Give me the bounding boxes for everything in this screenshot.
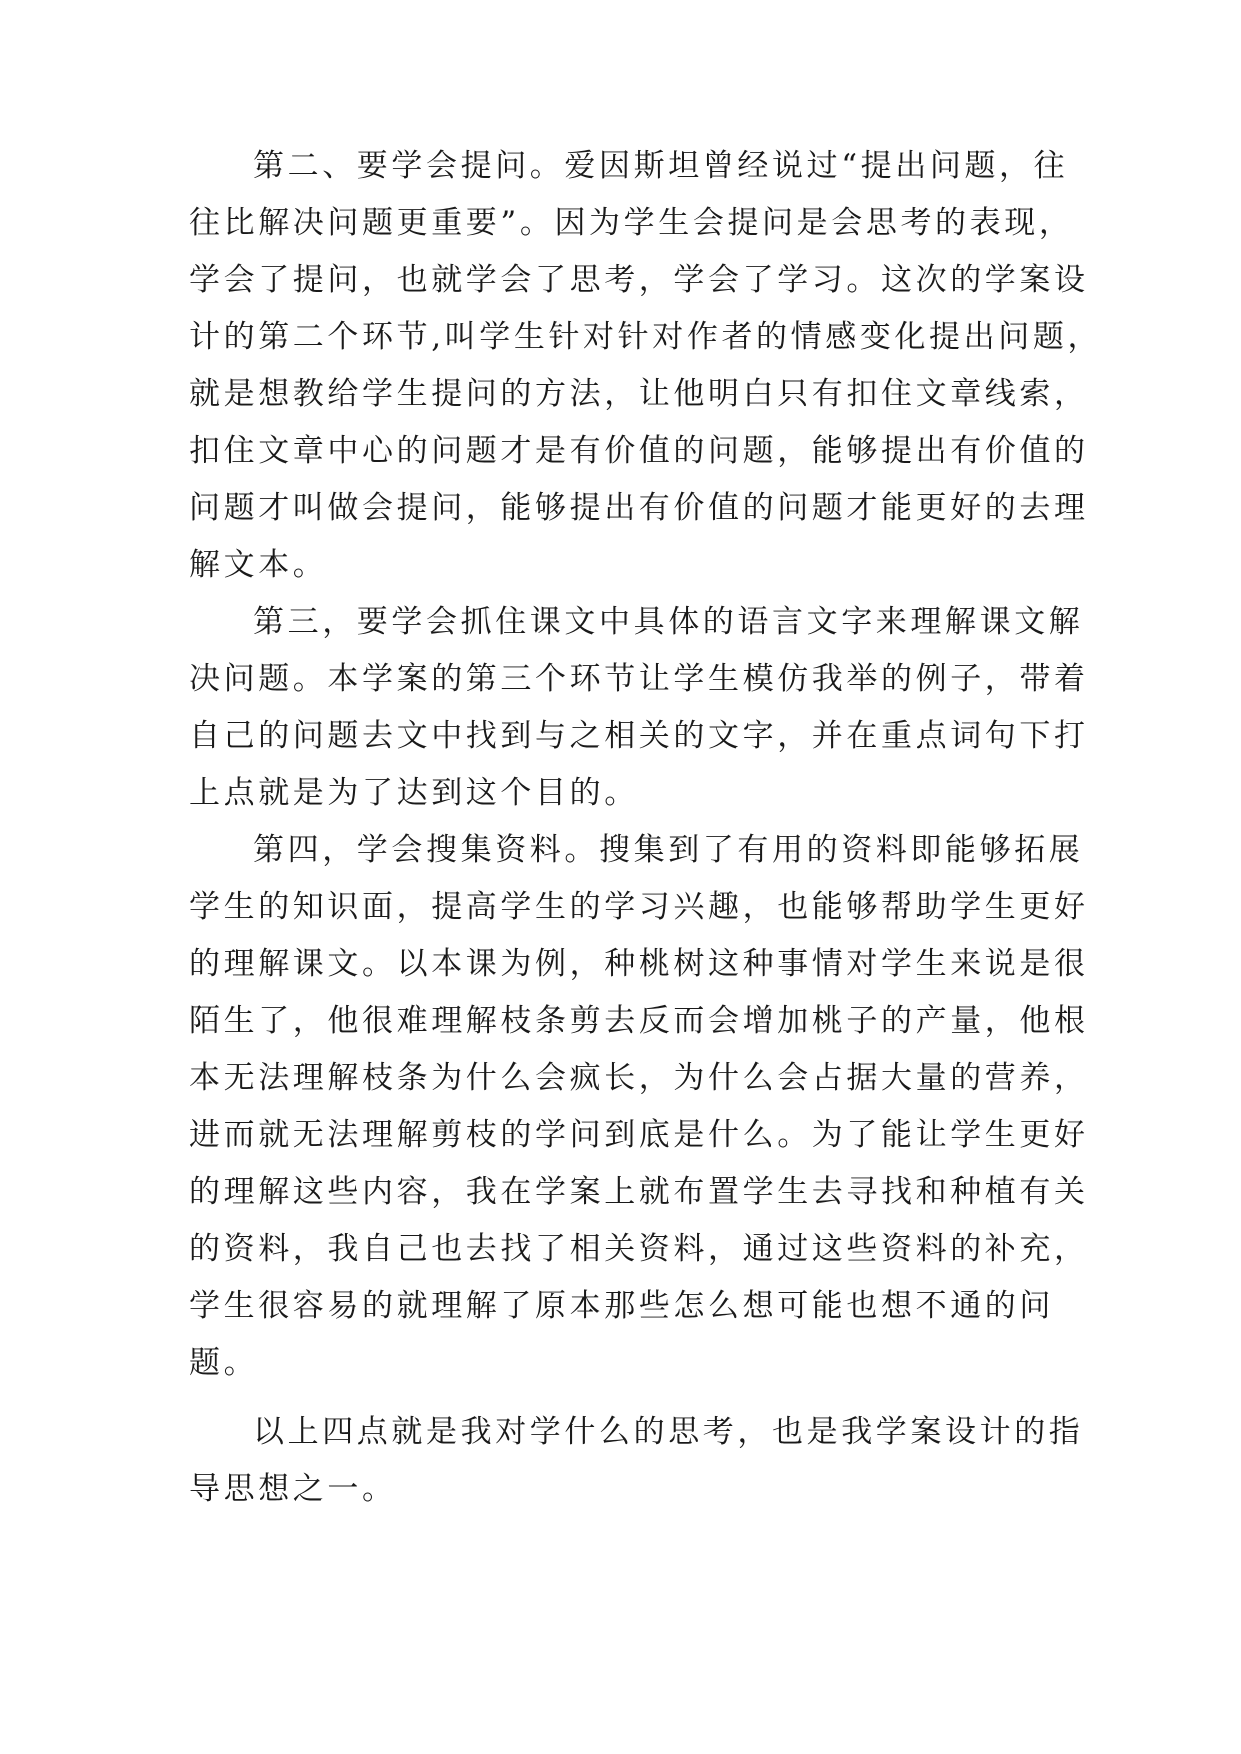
paragraph-line: 就是想教给学生提问的方法，让他明白只有扣住文章线索， (189, 376, 1089, 412)
paragraph-line: 的资料，我自己也去找了相关资料，通过这些资料的补充， (189, 1231, 1089, 1267)
paragraph-line: 自己的问题去文中找到与之相关的文字，并在重点词句下打 (189, 718, 1089, 754)
paragraph-line: 学生很容易的就理解了原本那些怎么想可能也想不通的问 (189, 1288, 1054, 1324)
paragraph-line: 决问题。本学案的第三个环节让学生模仿我举的例子，带着 (189, 661, 1089, 697)
paragraph-line: 的理解课文。以本课为例，种桃树这种事情对学生来说是很 (189, 946, 1089, 982)
paragraph-line: 学会了提问，也就学会了思考，学会了学习。这次的学案设 (189, 262, 1089, 298)
paragraph-line: 以上四点就是我对学什么的思考，也是我学案设计的指 (253, 1414, 1084, 1450)
paragraph-line: 计的第二个环节,叫学生针对针对作者的情感变化提出问题， (189, 319, 1103, 355)
paragraph-line: 第二、要学会提问。爱因斯坦曾经说过“提出问题，往 (253, 148, 1069, 184)
paragraph-line: 解文本。 (189, 547, 328, 583)
paragraph-line: 进而就无法理解剪枝的学问到底是什么。为了能让学生更好 (189, 1117, 1089, 1153)
paragraph-line: 第四，学会搜集资料。搜集到了有用的资料即能够拓展 (253, 832, 1084, 868)
paragraph-line: 学生的知识面，提高学生的学习兴趣，也能够帮助学生更好 (189, 889, 1089, 925)
paragraph-line: 本无法理解枝条为什么会疯长，为什么会占据大量的营养， (189, 1060, 1089, 1096)
paragraph-line: 往比解决问题更重要”。因为学生会提问是会思考的表现， (189, 205, 1074, 241)
paragraph-line: 问题才叫做会提问，能够提出有价值的问题才能更好的去理 (189, 490, 1089, 526)
paragraph-line: 题。 (189, 1345, 259, 1381)
paragraph-line: 陌生了，他很难理解枝条剪去反而会增加桃子的产量，他根 (189, 1003, 1089, 1039)
paragraph-line: 扣住文章中心的问题才是有价值的问题，能够提出有价值的 (189, 433, 1089, 469)
paragraph-line: 第三，要学会抓住课文中具体的语言文字来理解课文解 (253, 604, 1084, 640)
paragraph-line: 上点就是为了达到这个目的。 (189, 775, 639, 811)
paragraph-line: 的理解这些内容，我在学案上就布置学生去寻找和种植有关 (189, 1174, 1089, 1210)
paragraph-line: 导思想之一。 (189, 1471, 397, 1507)
